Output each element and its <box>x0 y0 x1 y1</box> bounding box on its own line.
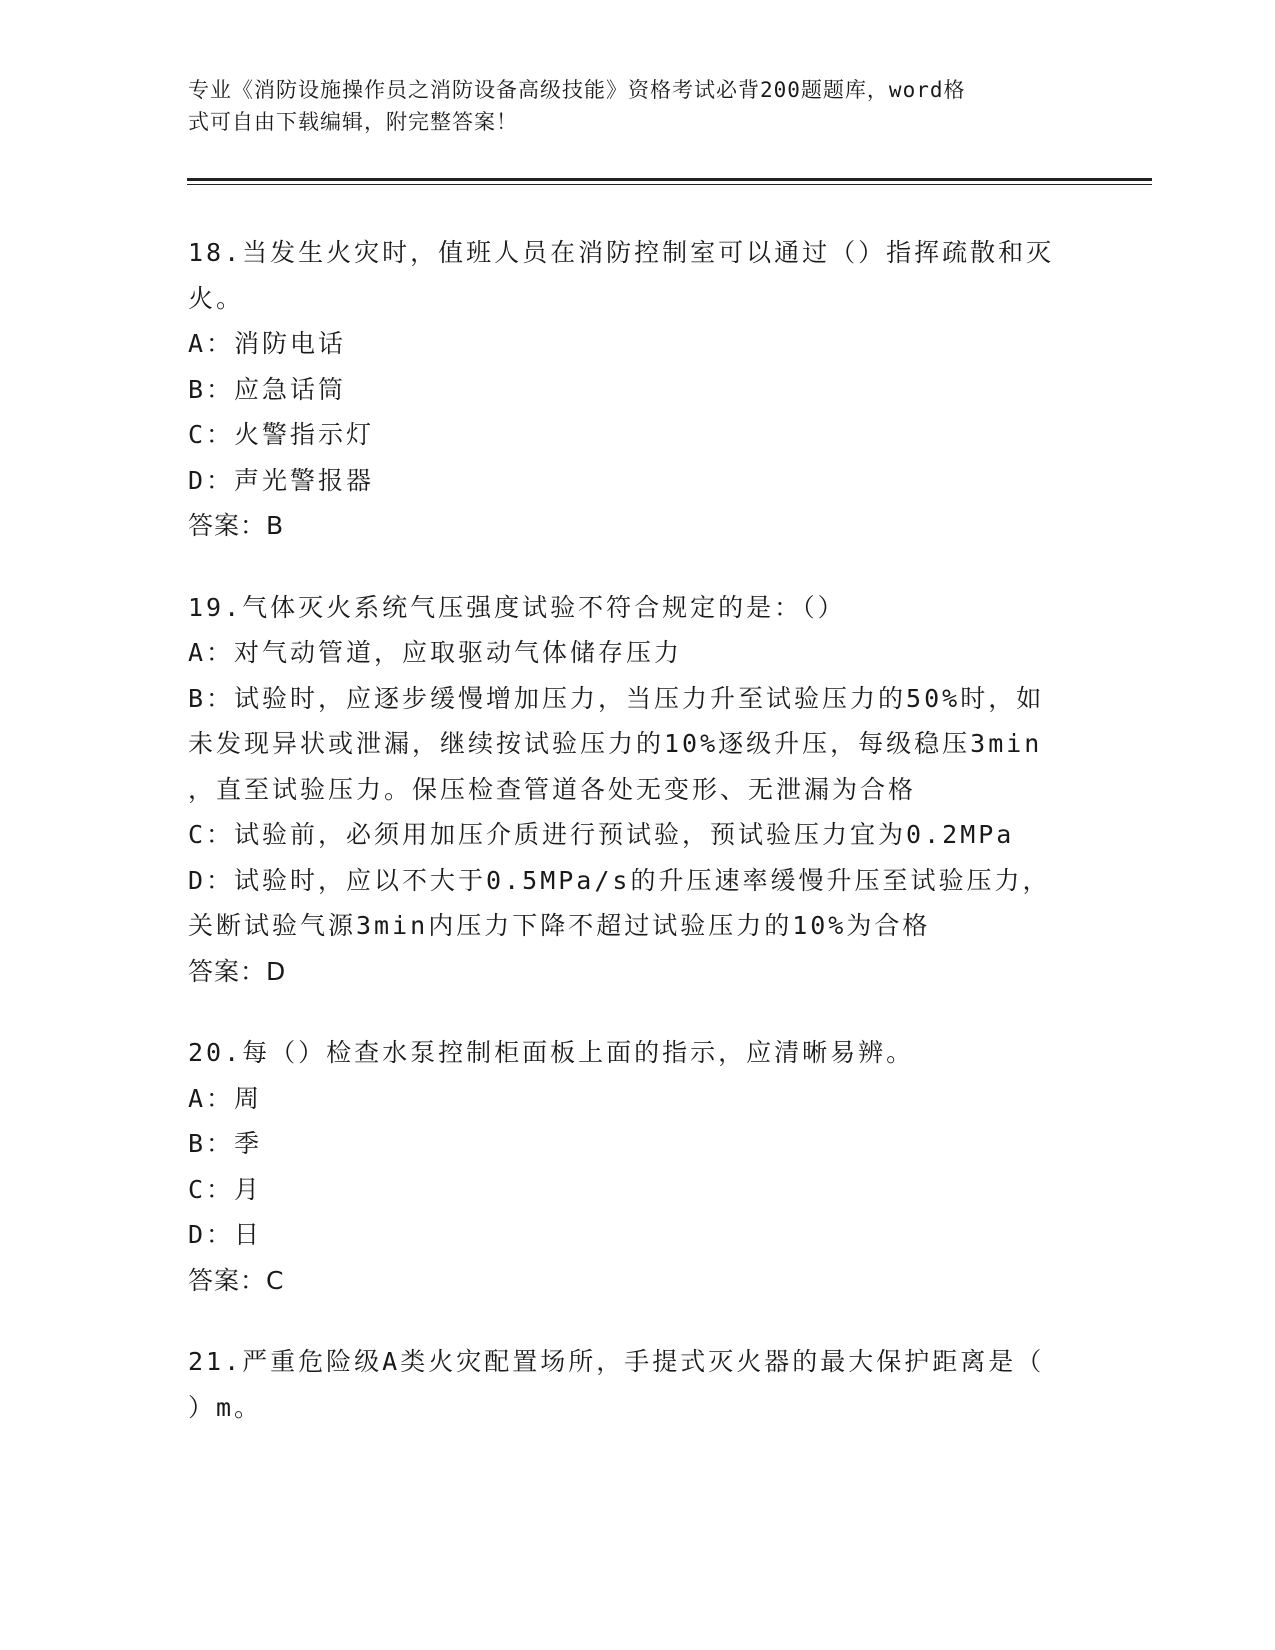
option-b: B：季 <box>188 1129 263 1158</box>
header-line-1: 专业《消防设施操作员之消防设备高级技能》资格考试必背200题题库，word格 <box>188 78 966 102</box>
option-c: C：火警指示灯 <box>188 420 375 449</box>
option-b: B：应急话筒 <box>188 374 347 404</box>
question-stem-line: 21.严重危险级A类火灾配置场所，手提式灭火器的最大保护距离是（ <box>188 1347 1045 1376</box>
question-stem-line: 20.每（）检查水泵控制柜面板上面的指示，应清晰易辨。 <box>188 1038 915 1067</box>
document-header <box>188 74 1088 138</box>
question-20 <box>188 1030 1088 1303</box>
option-b-continued: 未发现异状或泄漏，继续按试验压力的10%逐级升压，每级稳压3min <box>188 729 1043 758</box>
option-c: C：月 <box>188 1174 263 1204</box>
header-line-2: 式可自由下载编辑，附完整答案！ <box>188 110 518 134</box>
answer: 答案：B <box>188 511 285 540</box>
question-stem-line: ）m。 <box>188 1392 263 1422</box>
option-d-continued: 关断试验气源3min内压力下降不超过试验压力的10%为合格 <box>188 911 931 940</box>
option-b-continued: ，直至试验压力。保压检查管道各处无变形、无泄漏为合格 <box>188 774 917 804</box>
option-d: D：声光警报器 <box>188 465 375 495</box>
question-19 <box>188 585 1088 995</box>
question-stem-line: 19.气体灭火系统气压强度试验不符合规定的是：（） <box>188 592 846 622</box>
option-b: B：试验时，应逐步缓慢增加压力，当压力升至试验压力的50%时，如 <box>188 683 1045 713</box>
option-a: A：周 <box>188 1083 263 1113</box>
option-a: A：消防电话 <box>188 329 347 358</box>
option-d: D：日 <box>188 1220 263 1249</box>
answer: 答案：C <box>188 1265 285 1295</box>
header-divider-thick <box>187 178 1152 181</box>
answer: 答案：D <box>188 956 287 986</box>
question-list <box>188 230 1088 1466</box>
option-a: A：对气动管道，应取驱动气体储存压力 <box>188 638 683 667</box>
header-divider-thin <box>187 184 1152 185</box>
question-stem-line: 18.当发生火灾时，值班人员在消防控制室可以通过（）指挥疏散和灭 <box>188 238 1055 267</box>
question-21 <box>188 1339 1088 1430</box>
option-c: C：试验前，必须用加压介质进行预试验，预试验压力宜为0.2MPa <box>188 820 1015 849</box>
question-18 <box>188 230 1088 549</box>
question-stem-line: 火。 <box>188 283 245 313</box>
option-d: D：试验时，应以不大于0.5MPa/s的升压速率缓慢升压至试验压力， <box>188 865 1051 895</box>
